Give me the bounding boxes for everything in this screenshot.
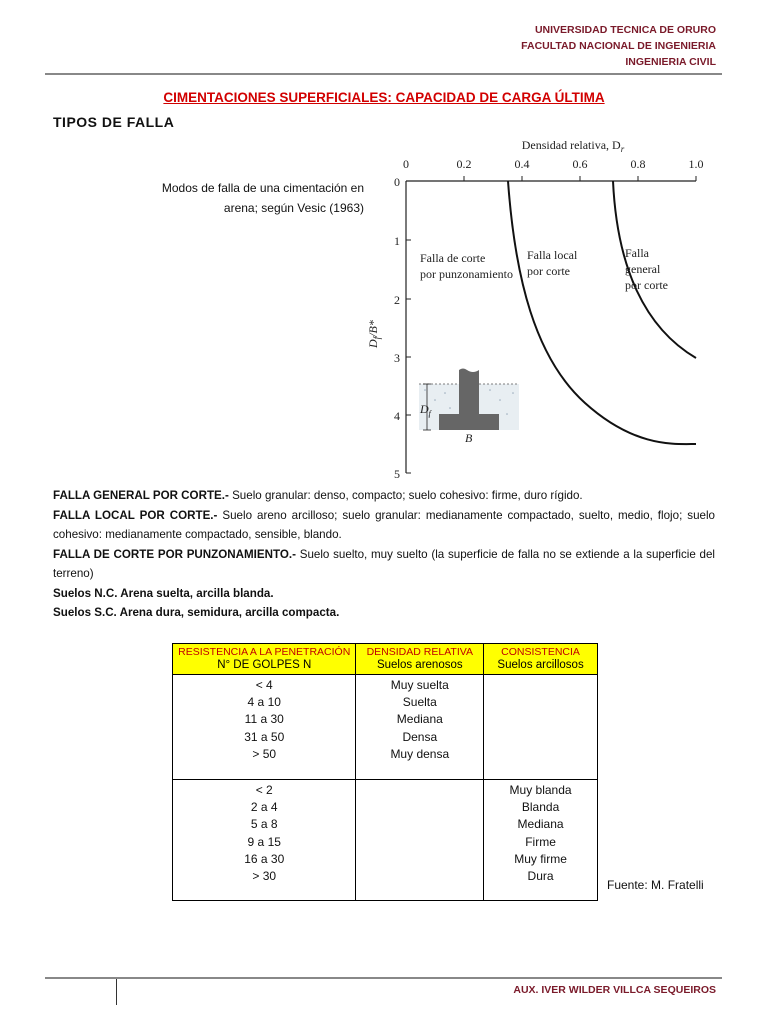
section-title: TIPOS DE FALLA <box>53 114 175 130</box>
svg-text:por punzonamiento: por punzonamiento <box>420 267 513 281</box>
x-tick-1: 0.2 <box>456 157 472 171</box>
y-tick-4: 4 <box>394 409 400 423</box>
y-axis-label: $D_f/B*$ <box>366 320 382 348</box>
header-university: UNIVERSIDAD TECNICA DE ORURO <box>534 24 716 36</box>
paragraph-sc-soils: Suelos S.C. Arena dura, semidura, arcilla compacta. <box>53 606 340 619</box>
zone-local-label <box>527 248 578 278</box>
cell-sand-n: < 4 4 a 10 11 a 30 31 a 50 > 50 <box>173 675 356 780</box>
y-tick-5: 5 <box>394 467 400 481</box>
y-tick-labels <box>394 175 400 481</box>
y-tick-1: 1 <box>394 234 400 248</box>
header-faculty: FACULTAD NACIONAL DE INGENIERIA <box>521 40 716 52</box>
paragraph-nc-soils: Suelos N.C. Arena suelta, arcilla blanda. <box>53 586 274 600</box>
cell-sand-consistency <box>484 675 598 780</box>
y-tick-2: 2 <box>394 293 400 307</box>
top-axis-label: Densidad relativa, $D_r$ <box>521 138 625 154</box>
boundary-curve-local <box>508 181 696 444</box>
header-divider <box>45 73 722 75</box>
x-ticks <box>464 176 696 181</box>
source-note: Fuente: M. Fratelli <box>607 878 704 892</box>
svg-text:por corte: por corte <box>625 278 668 292</box>
table-row-sands <box>173 675 598 780</box>
b-label: B <box>465 431 473 445</box>
table-header-row <box>173 644 598 675</box>
y-tick-3: 3 <box>394 351 400 365</box>
x-tick-labels <box>403 157 704 171</box>
col-header-consistency: CONSISTENCIA Suelos arcillosos <box>484 644 598 675</box>
x-tick-5: 1.0 <box>688 157 704 171</box>
page-title: CIMENTACIONES SUPERFICIALES: CAPACIDAD DE CARGA ÚLTIMA <box>163 90 605 105</box>
col-header-density: DENSIDAD RELATIVA Suelos arenosos <box>356 644 484 675</box>
failure-modes-figure <box>355 138 715 483</box>
y-tick-0: 0 <box>394 175 400 189</box>
cell-sand-density: Muy suelta Suelta Mediana Densa Muy densa <box>356 675 484 780</box>
zone-punching-label <box>420 251 513 281</box>
caption-line-2: arena; según Vesic (1963) <box>223 201 364 215</box>
footing-inset <box>419 369 519 446</box>
footer-divider <box>45 977 722 979</box>
svg-text:Falla: Falla <box>625 246 649 260</box>
cell-clay-n: < 2 2 a 4 5 a 8 9 a 15 16 a 30 > 30 <box>173 780 356 901</box>
df-label: $D_f$ <box>420 402 431 418</box>
x-tick-4: 0.8 <box>630 157 646 171</box>
paragraph-local-shear: FALLA LOCAL POR CORTE.- Suelo areno arcilloso; suelo granular: medianamente compactado, suelto, medio, flojo; suelo cohesivo: medianamente compactado, sensible, blando. <box>53 508 715 541</box>
footer-tick <box>116 979 117 1005</box>
x-tick-2: 0.4 <box>514 157 530 171</box>
svg-text:por corte: por corte <box>527 264 570 278</box>
y-ticks <box>406 240 411 473</box>
paragraph-general-shear: FALLA GENERAL POR CORTE.- Suelo granular: denso, compacto; suelo cohesivo: firme, duro rígido. <box>53 489 583 502</box>
header-career: INGENIERIA CIVIL <box>625 56 716 68</box>
figure-caption <box>124 178 364 218</box>
x-tick-3: 0.6 <box>572 157 588 171</box>
failure-descriptions <box>53 486 715 623</box>
spt-correlation-table <box>172 643 598 901</box>
svg-text:general: general <box>625 262 661 276</box>
table-row-clays <box>173 780 598 901</box>
svg-text:Falla local: Falla local <box>527 248 578 262</box>
cell-clay-density <box>356 780 484 901</box>
footer-author: AUX. IVER WILDER VILLCA SEQUEIROS <box>513 984 716 996</box>
caption-line-1: Modos de falla de una cimentación en <box>161 181 364 195</box>
cell-clay-consistency: Muy blanda Blanda Mediana Firme Muy firme Dura <box>484 780 598 901</box>
x-tick-0: 0 <box>403 157 409 171</box>
col-header-penetration: RESISTENCIA A LA PENETRACIÓN N° DE GOLPES N <box>173 644 356 675</box>
svg-text:Falla de corte: Falla de corte <box>420 251 486 265</box>
zone-general-label <box>625 246 668 292</box>
paragraph-punching-shear: FALLA DE CORTE POR PUNZONAMIENTO.- Suelo suelto, muy suelto (la superficie de falla no se extiende a la superficie del terreno) <box>53 547 715 580</box>
